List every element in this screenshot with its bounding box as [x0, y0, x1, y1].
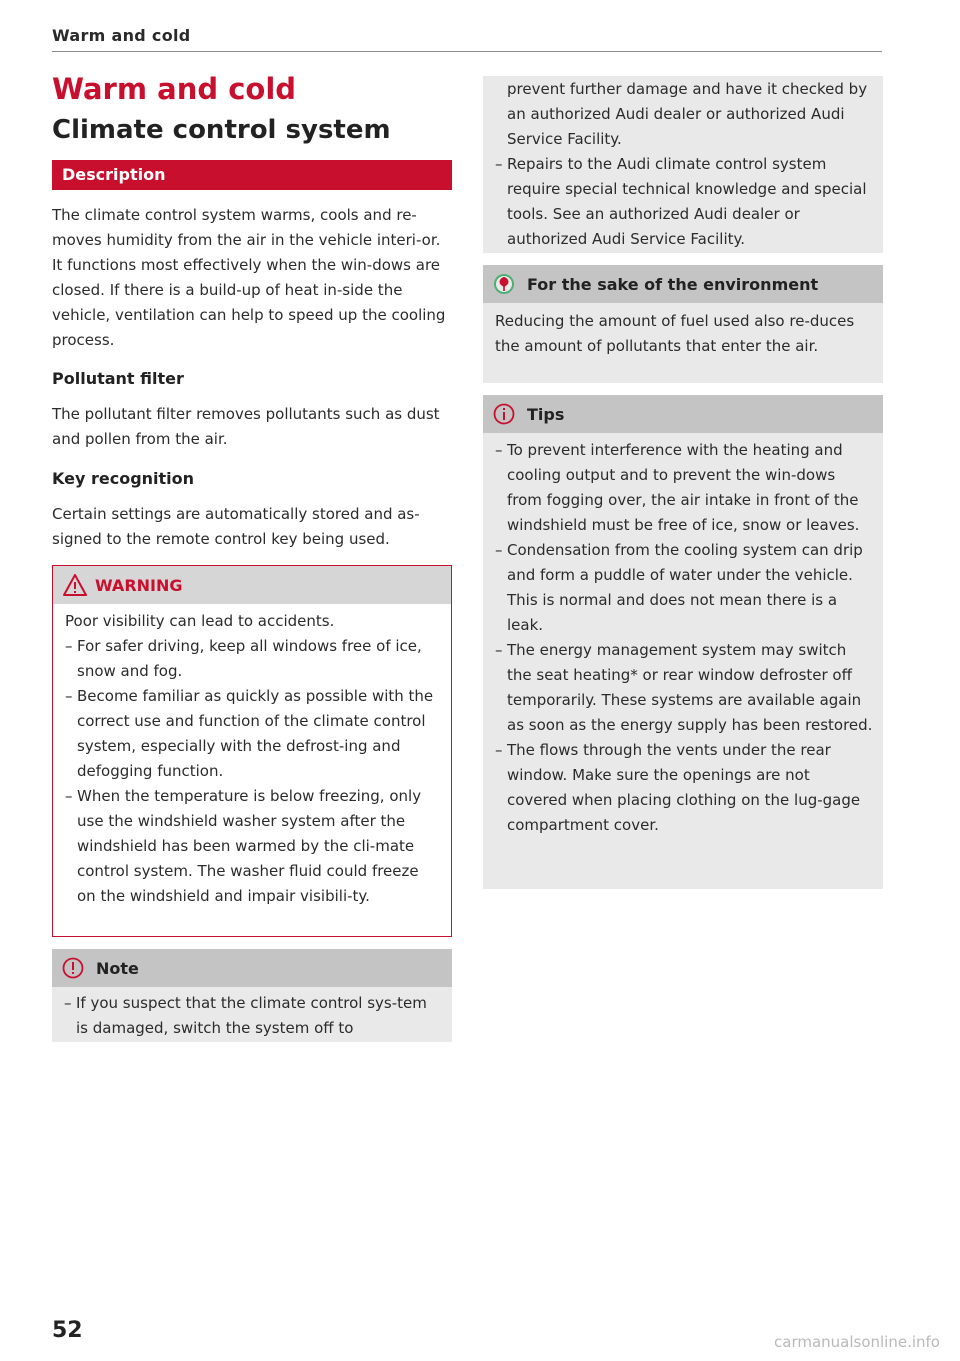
section-title: Climate control system: [52, 115, 391, 145]
note-item-continued: prevent further damage and have it checked by an authorized Audi dealer or authorized Audi Service Facility.: [507, 80, 868, 148]
key-recognition-text: Certain settings are automatically stored and as-signed to the remote control key being used.: [52, 505, 420, 548]
chapter-title: Warm and cold: [52, 72, 297, 106]
page-number: 52: [52, 1318, 83, 1343]
note-box: [52, 949, 452, 1042]
environment-label: For the sake of the environment: [527, 274, 819, 294]
tips-item: – The flows through the vents under the rear window. Make sure the openings are not covered when placing clothing on the lug-gage compartment cover.: [495, 738, 873, 838]
environment-header: [483, 265, 883, 303]
warning-header: [53, 566, 451, 604]
warning-box: [52, 565, 452, 937]
environment-box: [483, 265, 883, 383]
note-item: – Repairs to the Audi climate control system require special technical knowledge and special tools. See an authorized Audi dealer or authorized Audi Service Facility.: [495, 152, 873, 252]
info-circle-icon: [493, 403, 515, 425]
watermark: carmanualsonline.info: [774, 1333, 940, 1351]
environment-tree-icon: [493, 273, 515, 295]
tips-header: [483, 395, 883, 433]
warning-icon: [63, 574, 87, 596]
warning-label: WARNING: [95, 575, 183, 595]
note-item: – If you suspect that the climate control sys-tem is damaged, switch the system off to: [64, 991, 442, 1041]
tips-box: [483, 395, 883, 889]
tips-item: – The energy management system may switch the seat heating* or rear window defroster off temporarily. These systems are available again as soon as the energy supply has been restored.: [495, 638, 873, 738]
note-box-continued: [483, 76, 883, 253]
warning-item: – For safer driving, keep all windows free of ice, snow and fog.: [65, 634, 441, 684]
environment-text: Reducing the amount of fuel used also re-duces the amount of pollutants that enter the air.: [495, 312, 855, 355]
note-header: [52, 949, 452, 987]
warning-item: – Become familiar as quickly as possible with the correct use and function of the climate control system, especially with the defrost-ing and defogging function.: [65, 684, 441, 784]
tips-label: Tips: [527, 404, 565, 424]
warning-item: – When the temperature is below freezing, only use the windshield washer system after the windshield has been warmed by the cli-mate control system. The washer fluid could freeze on the windshield and impair visibili-ty.: [65, 784, 441, 909]
exclamation-circle-icon: [62, 957, 84, 979]
description-text: The climate control system warms, cools and re-moves humidity from the air in the vehicle interi-or. It functions most effectively when the win-dows are closed. If there is a build-up of heat in-side the vehicle, ventilation can help to speed up the cooling process.: [52, 206, 446, 349]
header-divider: [52, 51, 882, 52]
pollutant-filter-heading: Pollutant filter: [52, 369, 184, 388]
note-label: Note: [96, 958, 139, 978]
tips-item: – Condensation from the cooling system can drip and form a puddle of water under the vehicle. This is normal and does not mean there is a leak.: [495, 538, 873, 638]
warning-intro: Poor visibility can lead to accidents.: [65, 612, 335, 630]
tips-item: – To prevent interference with the heating and cooling output and to prevent the win-dows from fogging over, the air intake in front of the windshield must be free of ice, snow or leaves.: [495, 438, 873, 538]
pollutant-filter-text: The pollutant filter removes pollutants such as dust and pollen from the air.: [52, 405, 440, 448]
key-recognition-heading: Key recognition: [52, 469, 195, 488]
description-banner: Description: [52, 160, 452, 190]
running-header: Warm and cold: [52, 26, 191, 45]
